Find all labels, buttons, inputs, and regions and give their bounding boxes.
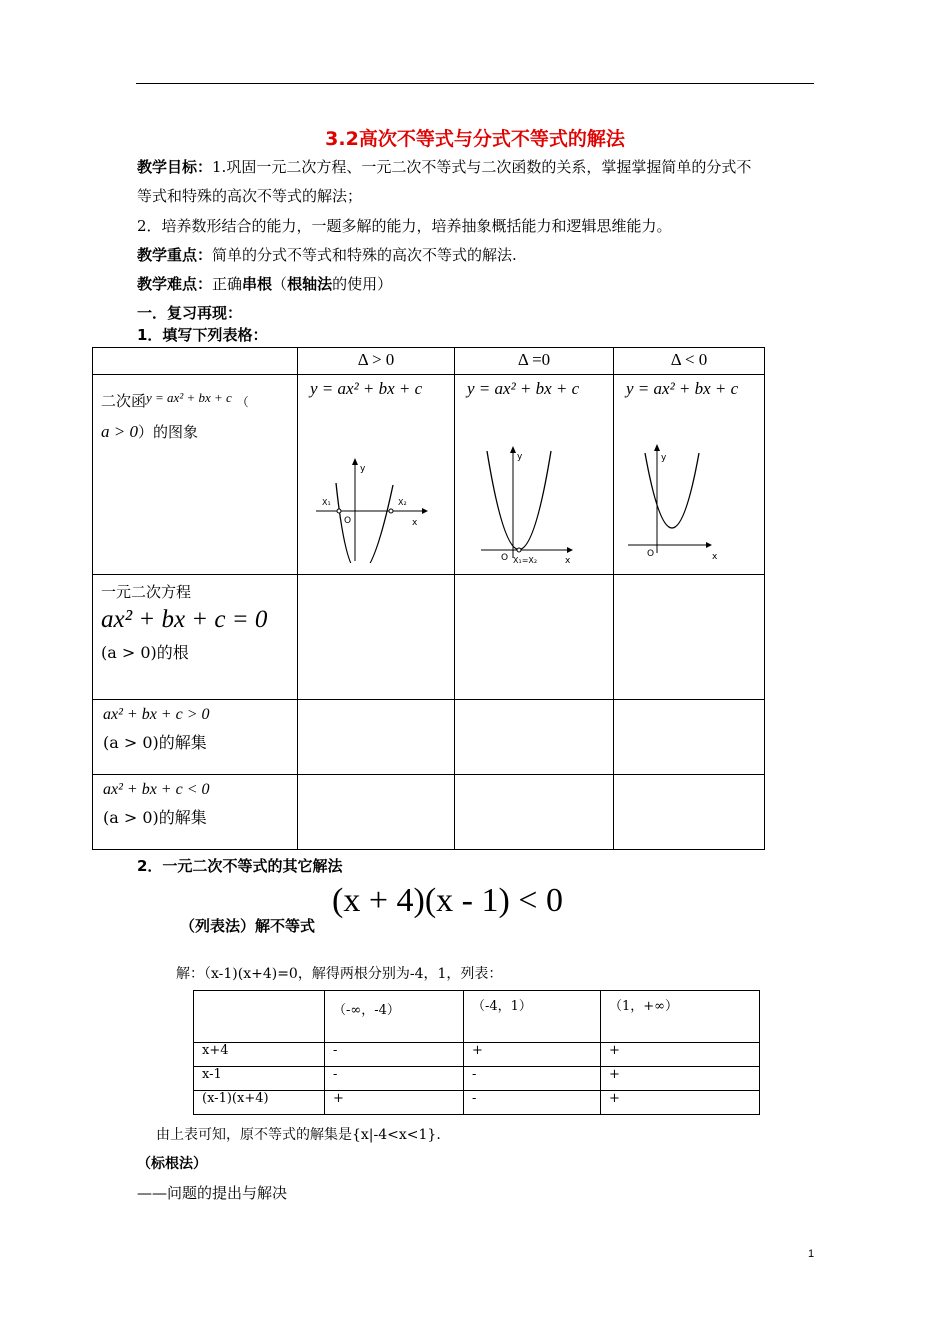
row2-eq: ax² + bx + c = 0 [101,606,268,633]
label-y: y [517,452,523,462]
x-arrow [422,508,428,514]
y-arrow [654,444,660,451]
label-x2: X₂ [398,498,407,507]
diff-text-3: 的使用） [332,275,393,293]
header-delta-neg: Δ < 0 [614,348,765,375]
row3-eq: ax² + bx + c > 0 [103,706,210,723]
roots-row-label [93,575,298,700]
diff-text-2: （ [272,275,288,293]
x-arrow [706,542,712,548]
key-text: 简单的分式不等式和特殊的高次不等式的解法. [212,246,517,264]
graph-row-label [93,375,298,575]
graph-cell-neg [614,375,765,575]
row2-label-b: (a > 0)的根 [101,643,189,662]
label-y: y [661,453,667,463]
lt-cell-pos [298,775,455,850]
page-title: 3.2高次不等式与分式不等式的解法 [325,128,625,150]
key-points [137,241,827,270]
func-pos: y = ax² + bx + c [310,379,423,398]
parabola-one-root [455,403,613,563]
sign-table [193,990,760,1115]
gt-cell-neg [614,700,765,775]
t2-r2-label: x-1 [194,1067,325,1091]
label-y: y [360,464,366,474]
graph-cell-pos [298,375,455,575]
double-root [517,548,521,552]
method-list: （列表法）解不等式 [180,917,316,935]
label-o: O [647,549,655,559]
section-1: 一．复习再现： [137,304,243,322]
goal-label: 教学目标： [137,158,213,176]
label-o: O [501,553,509,563]
row1-label-a: 二次函 [101,392,147,410]
row1-label-c: a > 0 [101,422,138,441]
goal-paragraph [137,153,827,211]
conclusion: 由上表可知，原不等式的解集是{x|-4<x<1}. [156,1127,441,1143]
roots-cell-zero [455,575,614,700]
lt-cell-neg [614,775,765,850]
big-inequality: (x + 4)(x - 1) < 0 [332,882,563,919]
func-neg: y = ax² + bx + c [626,379,739,398]
header-delta-zero: Δ =0 [455,348,614,375]
dash-line: ——问题的提出与解决 [137,1184,288,1202]
root-x1 [337,509,341,513]
diff-text-1: 正确 [212,275,243,293]
t2-r1-label: x+4 [194,1043,325,1067]
label-x: x [712,552,718,562]
t2-r1-c3: + [601,1043,760,1067]
t2-r3-c3: + [601,1091,760,1115]
goal-2: 2．培养数形结合的能力，一题多解的能力，培养抽象概括能力和逻辑思维能力。 [137,217,672,235]
t2-r3-c2: - [464,1091,601,1115]
diff-bold-2: 根轴法 [287,275,333,293]
header-delta-pos: Δ > 0 [298,348,455,375]
t2-header-3: （1，+∞） [601,991,760,1043]
header-rule [136,83,814,84]
roots-cell-neg [614,575,765,700]
t2-r2-c3: + [601,1067,760,1091]
graph-cell-zero [455,375,614,575]
item-1: 1．填写下列表格： [137,326,268,344]
key-label: 教学重点： [137,246,213,264]
row4-label: (a > 0)的解集 [103,808,207,827]
roots-cell-pos [298,575,455,700]
corner-cell [93,348,298,375]
parabola-curve [487,451,551,550]
parabola-curve [645,453,699,528]
root-x2 [389,509,393,513]
label-x: x [565,556,571,563]
row1-label-b: （ [236,395,249,409]
parabola-no-root [614,403,764,563]
page-number: 1 [808,1248,815,1260]
t2-r2-c2: - [464,1067,601,1091]
t2-header-1: （-∞，-4） [325,991,464,1043]
goal-1b: 等式和特殊的高次不等式的解法； [137,187,363,205]
gt-cell-zero [455,700,614,775]
row4-eq: ax² + bx + c < 0 [103,781,210,798]
t2-r1-c1: - [325,1043,464,1067]
y-arrow [352,458,358,465]
row3-label: (a > 0)的解集 [103,733,207,752]
method-root: （标根法） [137,1156,207,1172]
goal-1a: 1.巩固一元二次方程、一元二次不等式与二次函数的关系，掌握掌握简单的分式不 [212,158,752,176]
difficulty [137,270,827,299]
row1-label-d: ）的图象 [137,423,198,441]
t2-corner [194,991,325,1043]
t2-r3-label: (x-1)(x+4) [194,1091,325,1115]
t2-r1-c2: + [464,1043,601,1067]
review-table [92,347,765,850]
label-o: O [344,516,352,526]
solution-line: 解：（x-1)(x+4)=0，解得两根分别为-4，1，列表： [176,966,503,982]
diff-label: 教学难点： [137,275,213,293]
row1-func: y = ax² + bx + c [146,390,232,405]
t2-r2-c1: - [325,1067,464,1091]
parabola-two-roots [298,403,454,563]
gt-cell-pos [298,700,455,775]
func-zero: y = ax² + bx + c [467,379,580,398]
lt-row-label [93,775,298,850]
label-x1x2: X₁=X₂ [513,556,538,563]
t2-header-2: （-4，1） [464,991,601,1043]
lt-cell-zero [455,775,614,850]
t2-r3-c1: + [325,1091,464,1115]
diff-bold-1: 串根 [242,275,273,293]
y-arrow [510,446,516,453]
x-arrow [567,547,573,553]
label-x: x [412,518,418,528]
gt-row-label [93,700,298,775]
item-2: 2．一元二次不等式的其它解法 [137,857,343,875]
row2-label-a: 一元二次方程 [101,583,192,601]
label-x1: X₁ [322,498,331,507]
